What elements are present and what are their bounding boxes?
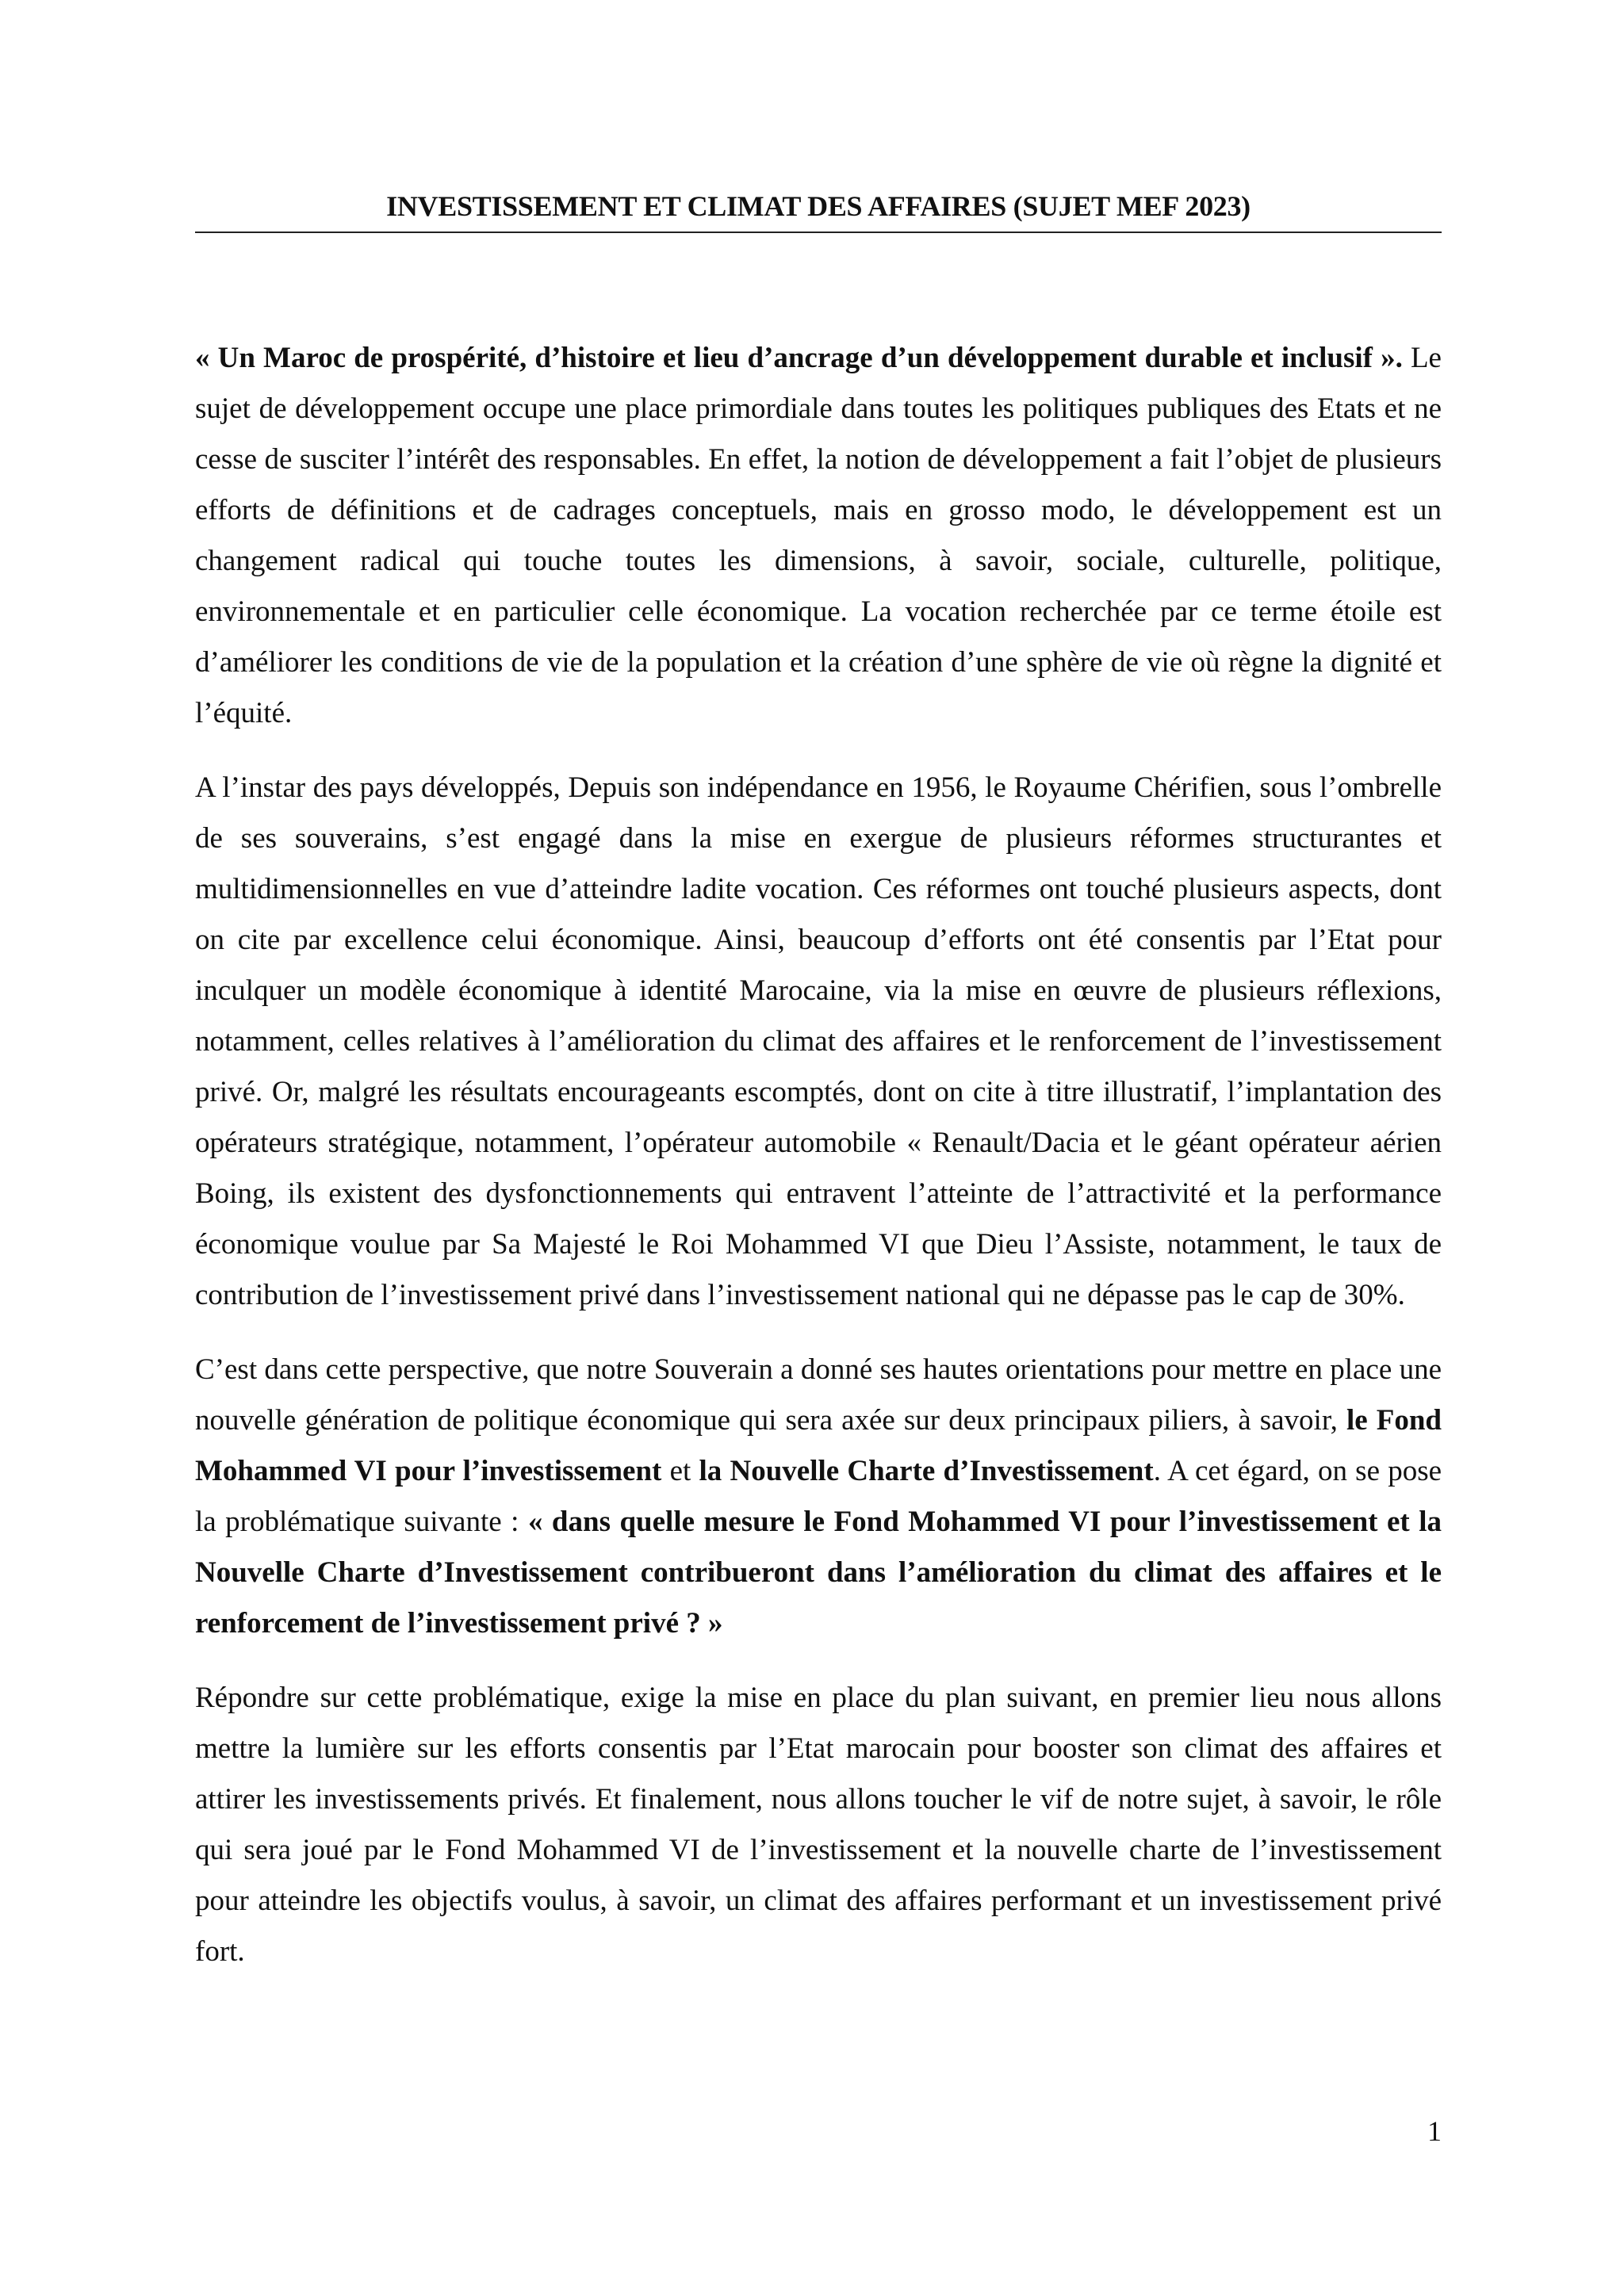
paragraph-text: A l’instar des pays développés, Depuis son indépendance en 1956, le Royaume Chérifien, sous l’ombrelle de ses souverains, s’est engagé dans la mise en exergue de plusieurs réformes structurantes et multidimensionnelles en vue d’atteindre ladite vocation. Ces réformes ont touché plusieurs aspects, dont on cite par excellence celui économique. Ainsi, beaucoup d’efforts ont été consentis par l’Etat pour inculquer un modèle économique à identité Marocaine, via la mise en œuvre de plusieurs réflexions, notamment, celles relatives à l’amélioration du climat des affaires et le renforcement de l’investissement privé. Or, malgré les résultats encourageants escomptés, dont on cite à titre illustratif, l’implantation des opérateurs stratégique, notamment, l’opérateur automobile « Renault/Dacia et le géant opérateur aérien Boing, ils existent des dysfonctionnements qui entravent l’atteinte de l’attractivité et la performance économique voulue par Sa Majesté le Roi Mohammed VI que Dieu l’Assiste, notamment, le taux de contribution de l’investissement privé dans l’investissement national qui ne dépasse pas le cap de 30%. [195, 771, 1442, 1311]
paragraph-text: et [661, 1455, 699, 1487]
paragraph-text: C’est dans cette perspective, que notre Souverain a donné ses hautes orientations pour mettre en place une nouvelle génération de politique économique qui sera axée sur deux principaux piliers, à savoir, [195, 1353, 1442, 1437]
bold-charter-name: la Nouvelle Charte d’Investissement [699, 1455, 1154, 1487]
paragraph-text: Le sujet de développement occupe une place primordiale dans toutes les politiques publiques des Etats et ne cesse de susciter l’intérêt des responsables. En effet, la notion de développement a fait l’objet de plusieurs efforts de définitions et de cadrages conceptuels, mais en grosso modo, le développement est un changement radical qui touche toutes les dimensions, à savoir, sociale, culturelle, politique, environnementale et en particulier celle économique. La vocation recherchée par ce terme étoile est d’améliorer les conditions de vie de la population et la création d’une sphère de vie où règne la dignité et l’équité. [195, 342, 1442, 729]
paragraph-text: Répondre sur cette problématique, exige la mise en place du plan suivant, en premier lieu nous allons mettre la lumière sur les efforts consentis par l’Etat marocain pour booster son climat des affaires et attirer les investissements privés. Et finalement, nous allons toucher le vif de notre sujet, à savoir, le rôle qui sera joué par le Fond Mohammed VI de l’investissement et la nouvelle charte de l’investissement pour atteindre les objectifs voulus, à savoir, un climat des affaires performant et un investissement privé fort. [195, 1682, 1442, 1968]
paragraph-introduction [195, 333, 1442, 739]
paragraph-text: . A cet égard, on se pose la problématique suivante : [195, 1455, 1442, 1538]
paragraph-plan [195, 1673, 1442, 1977]
bold-problematic-question: « dans quelle mesure le Fond Mohammed VI pour l’investissement et la Nouvelle Charte d’Investissement contribueront dans l’amélioration du climat des affaires et le renforcement de l’investissement privé ? » [195, 1506, 1442, 1640]
bold-fund-name: le Fond Mohammed VI pour l’investissement [195, 1404, 1442, 1487]
document-title: INVESTISSEMENT ET CLIMAT DES AFFAIRES (SUJET MEF 2023) [386, 190, 1251, 222]
page-number: 1 [1427, 2115, 1442, 2147]
title-block [195, 190, 1442, 233]
document-body [195, 333, 1442, 2001]
paragraph-context [195, 763, 1442, 1321]
opening-quote: « Un Maroc de prospérité, d’histoire et lieu d’ancrage d’un développement durable et inclusif ». [195, 342, 1403, 374]
paragraph-problematic [195, 1345, 1442, 1649]
